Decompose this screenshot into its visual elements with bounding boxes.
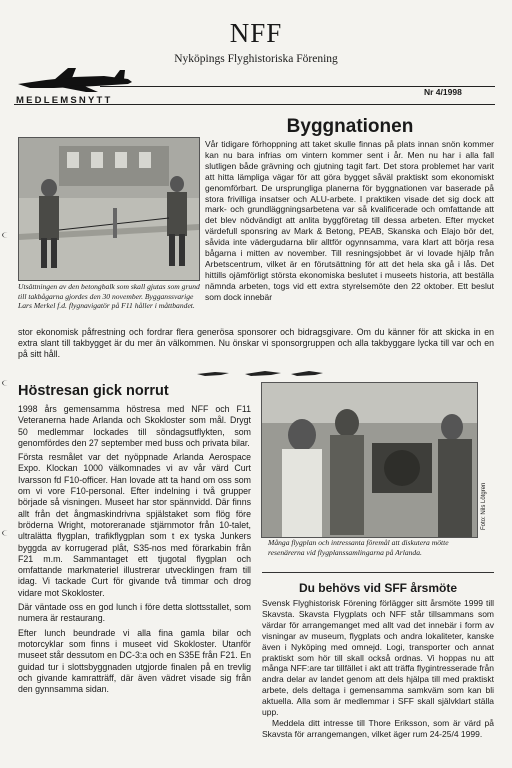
article-headline-sff-arsmote: Du behövs vid SFF årsmöte bbox=[298, 581, 458, 595]
construction-photo-image bbox=[19, 138, 199, 280]
construction-photo-caption: Utsättningen av den betongbalk som skall gjutas som grund till takbågarna gjordes den 30 november. Bygganssvarige Lars Merkel f.d. flygnavigatör på F11 håller i måttbandet. bbox=[18, 282, 200, 310]
masthead-subtitle: Nyköpings Flyghistoriska Förening bbox=[174, 53, 338, 65]
museum-visit-photo-caption: Många flygplan och intressanta föremål att diskutera mötte resenärerna vid flygplanssamlingarna på Arlanda. bbox=[268, 538, 449, 557]
museum-visit-photo bbox=[261, 382, 478, 538]
punch-hole bbox=[2, 232, 13, 238]
article-body-hostresan bbox=[18, 404, 251, 695]
paragraph: Svensk Flyghistorisk Förening förlägger sitt årsmöte 1999 till Skavsta. Skavsta Flygplats och NFF står tillsammans som värdar för arrangemanget med allt vad det innebär i form av visningar av museum, flygplats och andra lokaliteter, kanske även i Nyköping med omnejd. Logi, transporter och annat praktiskt som hör till skall också ordnas. Vi hoppas nu att många NFF:are tar tillfället i akt att träffa flygintresserade från andra delar av landet genom att dels hjälpa till med praktiskt arbete, dels deltaga i gemensamma samkväm som kan bli aktuella. Alla som är medlemmar i SFF skall självklart ställa upp. bbox=[262, 598, 494, 718]
article-body-byggnationen-continued: stor ekonomisk påfrestning och fordrar flera generösa sponsorer och bidragsgivare. Om du känner för att skicka in en extra slant till takbygget är du mer än välkommen. Nu önskar vi sponsorgruppen och alla takbyggare lycka till var och en på sitt håll. bbox=[18, 327, 494, 359]
article-rule bbox=[262, 572, 494, 573]
punch-hole bbox=[2, 530, 13, 536]
issue-number: Nr 4/1998 bbox=[424, 87, 462, 97]
construction-photo bbox=[18, 137, 200, 281]
paragraph: 1998 års gemensamma höstresa med NFF och F11 Veteranerna hade Arlanda och Skokloster som mål. Drygt 50 medlemmar lockades till söndagsutflykten, som genomfördes den 27 september med buss och privata bilar. bbox=[18, 404, 251, 448]
section-divider-jets bbox=[195, 366, 325, 380]
paragraph: Efter lunch beundrade vi alla fina gamla bilar och motorcyklar som finns i museet vid Skokloster. Utanför museet står dessutom en DC-3:a och en S35E från F21. En guidad tur i slottsbyggnaden utgjorde finalen på en trevlig och givande kamratträff, där även vädret visade sig från den gynnsamma sidan. bbox=[18, 627, 251, 695]
museum-visit-photo-image bbox=[262, 383, 477, 537]
article-headline-hostresan: Höstresan gick norrut bbox=[18, 383, 169, 399]
paragraph: Där väntade oss en god lunch i före detta slottsstallet, som numera är restaurang. bbox=[18, 602, 251, 624]
newsletter-label: MEDLEMSNYTT bbox=[16, 95, 113, 106]
article-body-sff-arsmote bbox=[262, 598, 494, 740]
article-headline-byggnationen: Byggnationen bbox=[286, 116, 414, 137]
masthead-title: NFF bbox=[229, 18, 283, 48]
paragraph: Meddela ditt intresse till Thore Eriksson, som är värd på Skavsta för arrangemangen, vilket äger rum 24-25/4 1999. bbox=[262, 717, 494, 739]
photo-credit: Foto: Nils Lötgren bbox=[481, 482, 487, 530]
punch-hole bbox=[2, 380, 13, 386]
jet-aircraft-logo bbox=[16, 64, 134, 96]
article-body-byggnationen: Vår tidigare förhoppning att taket skulle finnas på plats innan snön kommer kan nu bara infrias om vintern kommer sent i år. Men nu har i alla fall slutligen både grävning och gjutning tagit fart. Det stora problemet har varit att hitta lämpliga vägar för att göra bygget såväl praktiskt som ekonomiskt genomförbart. De ursprungliga planerna för byggnationen var baserade på stora frivilliga insatser och ALU-arbete. I praktiken visade det sig dock att mark- och grundläggningsarbetena var så kvalificerade och omfattande att det blev nödvändigt att anlita byggföretag till dessa arbeten. Efter mycket värdefull sponsring av Mark & Betong, PEAB, Skanska och Elajo bör det, såvida inte vädergudarna blir alltför ogynnsamma, vara klart att börja resa bågarna i mitten av november. Till resningsjobbet är vi lovade hjälp från Arbetscentrum, vilket är en förutsättning för att det hela ska gå i lås. Det hittills ojämförligt största ekonomiska beslutet i museets historia, att beställa nämnda arbeten, togs vid ett extra styrelsemöte den 22 oktober. Ett beslut som dock innebär bbox=[205, 139, 494, 302]
paragraph: Första resmålet var det nyöppnade Arlanda Aerospace Expo. Klockan 1000 välkomnades vi av vår värd Curt Ivarsson fd F10-officer. Han lovade att ta hand om oss som om vi vore F10-personal. Efter indelning i två grupper började så visningen. Museet har stor spännvidd. Där finns allt från det ångmaskindrivna spjälstaket som flög före bröderna Wright, motoreranade stjärnmotor från 10-talet, ultralätta flygplan, trafikflygplan som t ex tyska Junkers byggda av korrugerad plåt, S35-nos med förarkabin från F21 m.m. Sammantaget ett tjugotal flygplan och omfattande markmateriel illustrerar utvecklingen fram till idag. Vi tackade Curt för givande två timmar och drog vidare mot Skokloster. bbox=[18, 452, 251, 598]
header-divider bbox=[14, 104, 495, 105]
